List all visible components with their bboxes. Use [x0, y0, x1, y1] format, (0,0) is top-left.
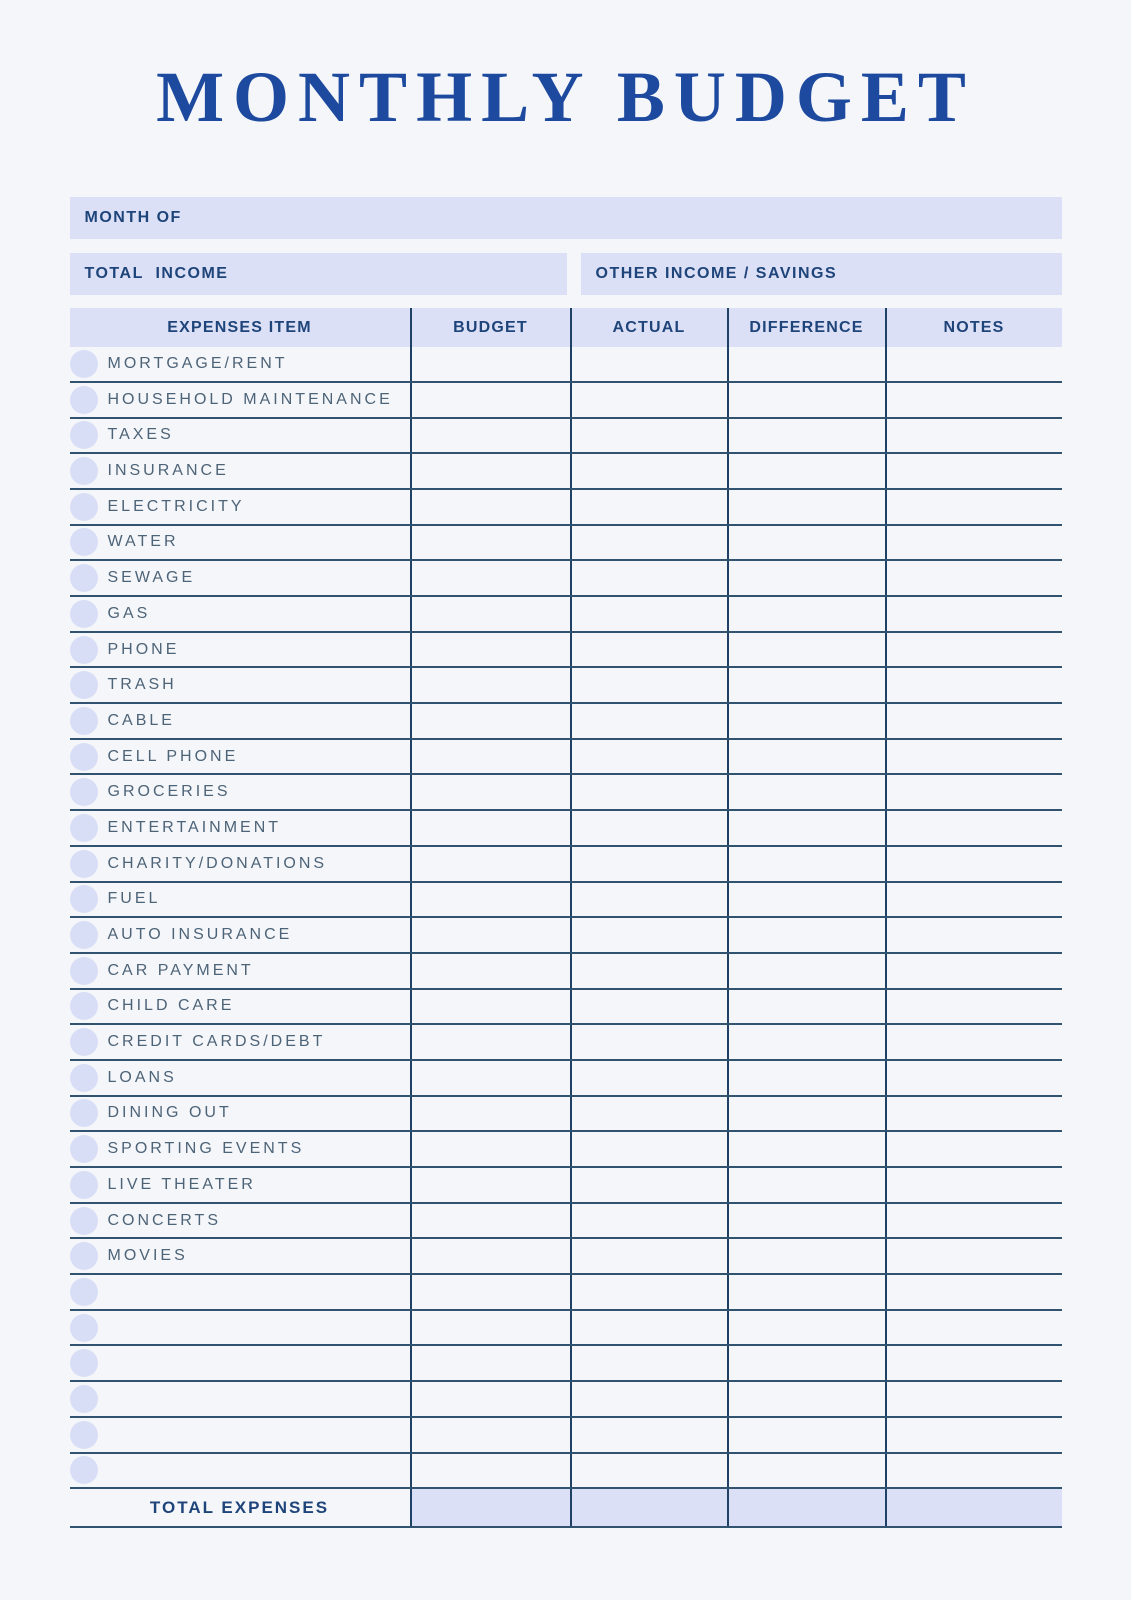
expense-item-label: GAS	[107, 604, 151, 622]
column-header-expenses-item: EXPENSES ITEM	[167, 318, 312, 336]
notes-value-cell[interactable]	[885, 1204, 1062, 1238]
expense-item-cell	[70, 1097, 410, 1131]
budget-value-cell[interactable]	[410, 1168, 570, 1202]
budget-value-cell[interactable]	[410, 1132, 570, 1166]
expense-item-cell	[70, 990, 410, 1024]
page-title: MONTHLY BUDGET	[156, 57, 975, 137]
expense-item-label: MOVIES	[107, 1247, 188, 1265]
table-row	[70, 383, 1062, 419]
expense-item-label: ENTERTAINMENT	[107, 818, 282, 836]
expense-item-label: CABLE	[107, 711, 175, 729]
bullet-circle-icon	[70, 1064, 98, 1092]
expense-item-label: LIVE THEATER	[107, 1175, 256, 1193]
difference-value-cell[interactable]	[727, 1239, 885, 1273]
bullet-circle-icon	[70, 1028, 98, 1056]
expense-item-label: LOANS	[107, 1068, 177, 1086]
bullet-circle-icon	[70, 743, 98, 771]
difference-value-cell[interactable]	[727, 1346, 885, 1380]
table-row	[70, 847, 1062, 883]
expense-item-cell	[70, 347, 410, 381]
difference-value-cell[interactable]	[727, 1382, 885, 1416]
expense-item-cell	[70, 1382, 410, 1416]
expense-item-cell	[70, 668, 410, 702]
total-income-label: TOTAL INCOME	[84, 265, 229, 283]
table-row	[70, 883, 1062, 919]
table-row	[70, 740, 1062, 776]
table-row	[70, 1132, 1062, 1168]
difference-value-cell[interactable]	[727, 1275, 885, 1309]
bullet-circle-icon	[70, 992, 98, 1020]
notes-value-cell[interactable]	[885, 1097, 1062, 1131]
budget-value-cell[interactable]	[410, 526, 570, 560]
actual-value-cell[interactable]	[570, 633, 727, 667]
actual-value-cell[interactable]	[570, 704, 727, 738]
expense-item-label: CREDIT CARDS/DEBT	[107, 1033, 326, 1051]
budget-value-cell[interactable]	[410, 1454, 570, 1488]
difference-value-cell[interactable]	[727, 1168, 885, 1202]
bullet-circle-icon	[70, 885, 98, 913]
difference-value-cell[interactable]	[727, 1097, 885, 1131]
budget-value-cell[interactable]	[410, 1239, 570, 1273]
notes-value-cell[interactable]	[885, 1418, 1062, 1452]
difference-value-cell[interactable]	[727, 811, 885, 845]
expense-item-cell	[70, 740, 410, 774]
expense-item-label: SEWAGE	[107, 569, 196, 587]
table-row	[70, 1239, 1062, 1275]
difference-value-cell[interactable]	[727, 668, 885, 702]
difference-value-cell[interactable]	[727, 704, 885, 738]
difference-value-cell[interactable]	[727, 383, 885, 417]
notes-value-cell[interactable]	[885, 1239, 1062, 1273]
bullet-circle-icon	[70, 600, 98, 628]
bullet-circle-icon	[70, 1314, 98, 1342]
budget-value-cell[interactable]	[410, 490, 570, 524]
budget-value-cell[interactable]	[410, 561, 570, 595]
table-row	[70, 1418, 1062, 1454]
actual-value-cell[interactable]	[570, 597, 727, 631]
expense-item-cell	[70, 633, 410, 667]
notes-value-cell[interactable]	[885, 775, 1062, 809]
expense-item-label: INSURANCE	[107, 462, 229, 480]
difference-value-cell[interactable]	[727, 1204, 885, 1238]
total-income-input-area[interactable]	[228, 253, 566, 295]
budget-value-cell[interactable]	[410, 704, 570, 738]
budget-value-cell[interactable]	[410, 597, 570, 631]
other-income-input-area[interactable]	[837, 253, 1061, 295]
bullet-circle-icon	[70, 636, 98, 664]
expense-item-label: TRASH	[107, 676, 177, 694]
total-difference-cell[interactable]	[727, 1489, 885, 1526]
table-row	[70, 1168, 1062, 1204]
expenses-table	[70, 308, 1062, 1528]
notes-value-cell[interactable]	[885, 990, 1062, 1024]
actual-value-cell[interactable]	[570, 918, 727, 952]
bullet-circle-icon	[70, 457, 98, 485]
difference-value-cell[interactable]	[727, 1132, 885, 1166]
month-of-label: MONTH OF	[84, 209, 182, 227]
table-row	[70, 704, 1062, 740]
expense-item-cell	[70, 704, 410, 738]
notes-value-cell[interactable]	[885, 347, 1062, 381]
difference-value-cell[interactable]	[727, 1311, 885, 1345]
budget-value-cell[interactable]	[410, 1382, 570, 1416]
expense-item-cell	[70, 561, 410, 595]
table-row	[70, 668, 1062, 704]
notes-value-cell[interactable]	[885, 883, 1062, 917]
expense-item-label: HOUSEHOLD MAINTENANCE	[107, 390, 393, 408]
table-row	[70, 954, 1062, 990]
actual-value-cell[interactable]	[570, 811, 727, 845]
expense-item-cell	[70, 526, 410, 560]
table-row	[70, 1311, 1062, 1347]
expense-item-cell	[70, 1418, 410, 1452]
budget-value-cell[interactable]	[410, 633, 570, 667]
expense-item-label: AUTO INSURANCE	[107, 926, 293, 944]
total-income-field	[70, 253, 567, 295]
difference-value-cell[interactable]	[727, 775, 885, 809]
actual-value-cell[interactable]	[570, 775, 727, 809]
actual-value-cell[interactable]	[570, 1346, 727, 1380]
income-section	[70, 253, 1062, 295]
notes-value-cell[interactable]	[885, 704, 1062, 738]
table-row	[70, 419, 1062, 455]
difference-value-cell[interactable]	[727, 740, 885, 774]
difference-value-cell[interactable]	[727, 1454, 885, 1488]
difference-value-cell[interactable]	[727, 561, 885, 595]
total-budget-cell[interactable]	[410, 1489, 570, 1526]
expense-item-cell	[70, 1025, 410, 1059]
expense-item-cell	[70, 1168, 410, 1202]
difference-value-cell[interactable]	[727, 1418, 885, 1452]
budget-value-cell[interactable]	[410, 847, 570, 881]
notes-value-cell[interactable]	[885, 1275, 1062, 1309]
other-income-field	[581, 253, 1062, 295]
bullet-circle-icon	[70, 850, 98, 878]
expense-item-cell	[70, 1239, 410, 1273]
difference-value-cell[interactable]	[727, 490, 885, 524]
bullet-circle-icon	[70, 814, 98, 842]
actual-value-cell[interactable]	[570, 561, 727, 595]
expense-item-label: DINING OUT	[107, 1104, 232, 1122]
budget-value-cell[interactable]	[410, 1346, 570, 1380]
expense-item-cell	[70, 1204, 410, 1238]
actual-value-cell[interactable]	[570, 526, 727, 560]
notes-value-cell[interactable]	[885, 490, 1062, 524]
difference-value-cell[interactable]	[727, 597, 885, 631]
actual-value-cell[interactable]	[570, 1097, 727, 1131]
table-row	[70, 1204, 1062, 1240]
total-expenses-row	[70, 1489, 1062, 1528]
bullet-circle-icon	[70, 564, 98, 592]
expense-item-cell	[70, 918, 410, 952]
expense-item-label: CHILD CARE	[107, 997, 235, 1015]
table-row	[70, 775, 1062, 811]
column-header-difference: DIFFERENCE	[727, 308, 885, 347]
expense-item-cell	[70, 1061, 410, 1095]
actual-value-cell[interactable]	[570, 1311, 727, 1345]
difference-value-cell[interactable]	[727, 847, 885, 881]
notes-value-cell[interactable]	[885, 1454, 1062, 1488]
month-of-field	[70, 197, 1062, 239]
expense-item-cell	[70, 811, 410, 845]
table-row	[70, 597, 1062, 633]
budget-value-cell[interactable]	[410, 918, 570, 952]
notes-value-cell[interactable]	[885, 419, 1062, 453]
table-row	[70, 918, 1062, 954]
expense-item-cell	[70, 1132, 410, 1166]
budget-value-cell[interactable]	[410, 1275, 570, 1309]
total-actual-cell[interactable]	[570, 1489, 727, 1526]
bullet-circle-icon	[70, 350, 98, 378]
table-row	[70, 526, 1062, 562]
difference-value-cell[interactable]	[727, 347, 885, 381]
table-row	[70, 1454, 1062, 1490]
month-of-input-area[interactable]	[182, 197, 1062, 239]
actual-value-cell[interactable]	[570, 490, 727, 524]
difference-value-cell[interactable]	[727, 954, 885, 988]
notes-value-cell[interactable]	[885, 811, 1062, 845]
notes-value-cell[interactable]	[885, 454, 1062, 488]
budget-value-cell[interactable]	[410, 1025, 570, 1059]
budget-value-cell[interactable]	[410, 1204, 570, 1238]
notes-value-cell[interactable]	[885, 847, 1062, 881]
notes-value-cell[interactable]	[885, 1346, 1062, 1380]
expense-item-cell	[70, 1275, 410, 1309]
actual-value-cell[interactable]	[570, 1382, 727, 1416]
total-notes-cell[interactable]	[885, 1489, 1062, 1526]
budget-value-cell[interactable]	[410, 883, 570, 917]
column-header-budget: BUDGET	[410, 308, 570, 347]
expense-item-label: ELECTRICITY	[107, 497, 245, 515]
actual-value-cell[interactable]	[570, 1025, 727, 1059]
notes-value-cell[interactable]	[885, 526, 1062, 560]
bullet-circle-icon	[70, 921, 98, 949]
budget-value-cell[interactable]	[410, 740, 570, 774]
expense-item-cell	[70, 847, 410, 881]
expense-item-cell	[70, 597, 410, 631]
expense-item-label: SPORTING EVENTS	[107, 1140, 305, 1158]
table-row	[70, 1382, 1062, 1418]
bullet-circle-icon	[70, 1385, 98, 1413]
expense-rows	[70, 347, 1062, 1489]
table-row	[70, 1346, 1062, 1382]
table-row	[70, 990, 1062, 1026]
notes-value-cell[interactable]	[885, 383, 1062, 417]
actual-value-cell[interactable]	[570, 1418, 727, 1452]
budget-value-cell[interactable]	[410, 954, 570, 988]
bullet-circle-icon	[70, 386, 98, 414]
expense-item-label: WATER	[107, 533, 179, 551]
bullet-circle-icon	[70, 421, 98, 449]
bullet-circle-icon	[70, 1135, 98, 1163]
budget-value-cell[interactable]	[410, 454, 570, 488]
table-row	[70, 347, 1062, 383]
expense-item-label: TAXES	[107, 426, 174, 444]
notes-value-cell[interactable]	[885, 954, 1062, 988]
actual-value-cell[interactable]	[570, 1275, 727, 1309]
bullet-circle-icon	[70, 1207, 98, 1235]
difference-value-cell[interactable]	[727, 1025, 885, 1059]
budget-value-cell[interactable]	[410, 1311, 570, 1345]
actual-value-cell[interactable]	[570, 1168, 727, 1202]
expense-item-cell	[70, 883, 410, 917]
actual-value-cell[interactable]	[570, 847, 727, 881]
expense-item-cell	[70, 954, 410, 988]
expense-item-cell	[70, 454, 410, 488]
budget-value-cell[interactable]	[410, 347, 570, 381]
budget-value-cell[interactable]	[410, 1097, 570, 1131]
actual-value-cell[interactable]	[570, 347, 727, 381]
notes-value-cell[interactable]	[885, 1132, 1062, 1166]
difference-value-cell[interactable]	[727, 419, 885, 453]
table-row	[70, 561, 1062, 597]
table-row	[70, 1061, 1062, 1097]
budget-value-cell[interactable]	[410, 990, 570, 1024]
bullet-circle-icon	[70, 528, 98, 556]
expense-item-label: CONCERTS	[107, 1211, 221, 1229]
budget-value-cell[interactable]	[410, 383, 570, 417]
actual-value-cell[interactable]	[570, 1132, 727, 1166]
notes-value-cell[interactable]	[885, 740, 1062, 774]
expense-item-label: GROCERIES	[107, 783, 231, 801]
bullet-circle-icon	[70, 671, 98, 699]
expense-item-label: CHARITY/DONATIONS	[107, 854, 328, 872]
actual-value-cell[interactable]	[570, 454, 727, 488]
column-header-notes: NOTES	[885, 308, 1062, 347]
difference-value-cell[interactable]	[727, 1061, 885, 1095]
expense-item-label: PHONE	[107, 640, 180, 658]
budget-value-cell[interactable]	[410, 668, 570, 702]
bullet-circle-icon	[70, 778, 98, 806]
bullet-circle-icon	[70, 1171, 98, 1199]
budget-value-cell[interactable]	[410, 811, 570, 845]
table-row	[70, 811, 1062, 847]
table-row	[70, 1025, 1062, 1061]
budget-value-cell[interactable]	[410, 775, 570, 809]
difference-value-cell[interactable]	[727, 918, 885, 952]
actual-value-cell[interactable]	[570, 740, 727, 774]
bullet-circle-icon	[70, 1349, 98, 1377]
budget-value-cell[interactable]	[410, 419, 570, 453]
bullet-circle-icon	[70, 493, 98, 521]
actual-value-cell[interactable]	[570, 990, 727, 1024]
column-header-actual: ACTUAL	[570, 308, 727, 347]
expense-item-cell	[70, 419, 410, 453]
actual-value-cell[interactable]	[570, 954, 727, 988]
notes-value-cell[interactable]	[885, 918, 1062, 952]
expense-item-cell	[70, 1454, 410, 1488]
bullet-circle-icon	[70, 1242, 98, 1270]
expense-item-cell	[70, 490, 410, 524]
notes-value-cell[interactable]	[885, 597, 1062, 631]
expense-item-label: MORTGAGE/RENT	[107, 355, 288, 373]
notes-value-cell[interactable]	[885, 1025, 1062, 1059]
actual-value-cell[interactable]	[570, 1204, 727, 1238]
table-row	[70, 1097, 1062, 1133]
bullet-circle-icon	[70, 957, 98, 985]
difference-value-cell[interactable]	[727, 883, 885, 917]
expense-item-label: FUEL	[107, 890, 161, 908]
actual-value-cell[interactable]	[570, 668, 727, 702]
table-row	[70, 1275, 1062, 1311]
notes-value-cell[interactable]	[885, 1168, 1062, 1202]
difference-value-cell[interactable]	[727, 990, 885, 1024]
expense-item-cell	[70, 1346, 410, 1380]
expense-item-cell	[70, 775, 410, 809]
actual-value-cell[interactable]	[570, 1239, 727, 1273]
notes-value-cell[interactable]	[885, 1382, 1062, 1416]
other-income-label: OTHER INCOME / SAVINGS	[595, 265, 838, 283]
expense-item-cell	[70, 383, 410, 417]
table-header-row	[70, 308, 1062, 347]
bullet-circle-icon	[70, 1456, 98, 1484]
actual-value-cell[interactable]	[570, 1454, 727, 1488]
total-expenses-label: TOTAL EXPENSES	[149, 1497, 330, 1517]
actual-value-cell[interactable]	[570, 383, 727, 417]
difference-value-cell[interactable]	[727, 526, 885, 560]
table-row	[70, 454, 1062, 490]
notes-value-cell[interactable]	[885, 1061, 1062, 1095]
expense-item-label: CELL PHONE	[107, 747, 239, 765]
bullet-circle-icon	[70, 1421, 98, 1449]
budget-value-cell[interactable]	[410, 1061, 570, 1095]
actual-value-cell[interactable]	[570, 883, 727, 917]
notes-value-cell[interactable]	[885, 561, 1062, 595]
actual-value-cell[interactable]	[570, 419, 727, 453]
difference-value-cell[interactable]	[727, 454, 885, 488]
table-row	[70, 633, 1062, 669]
budget-value-cell[interactable]	[410, 1418, 570, 1452]
expense-item-cell	[70, 1311, 410, 1345]
bullet-circle-icon	[70, 1099, 98, 1127]
expense-item-label: CAR PAYMENT	[107, 961, 254, 979]
actual-value-cell[interactable]	[570, 1061, 727, 1095]
notes-value-cell[interactable]	[885, 1311, 1062, 1345]
bullet-circle-icon	[70, 707, 98, 735]
bullet-circle-icon	[70, 1278, 98, 1306]
notes-value-cell[interactable]	[885, 668, 1062, 702]
table-row	[70, 490, 1062, 526]
notes-value-cell[interactable]	[885, 633, 1062, 667]
difference-value-cell[interactable]	[727, 633, 885, 667]
